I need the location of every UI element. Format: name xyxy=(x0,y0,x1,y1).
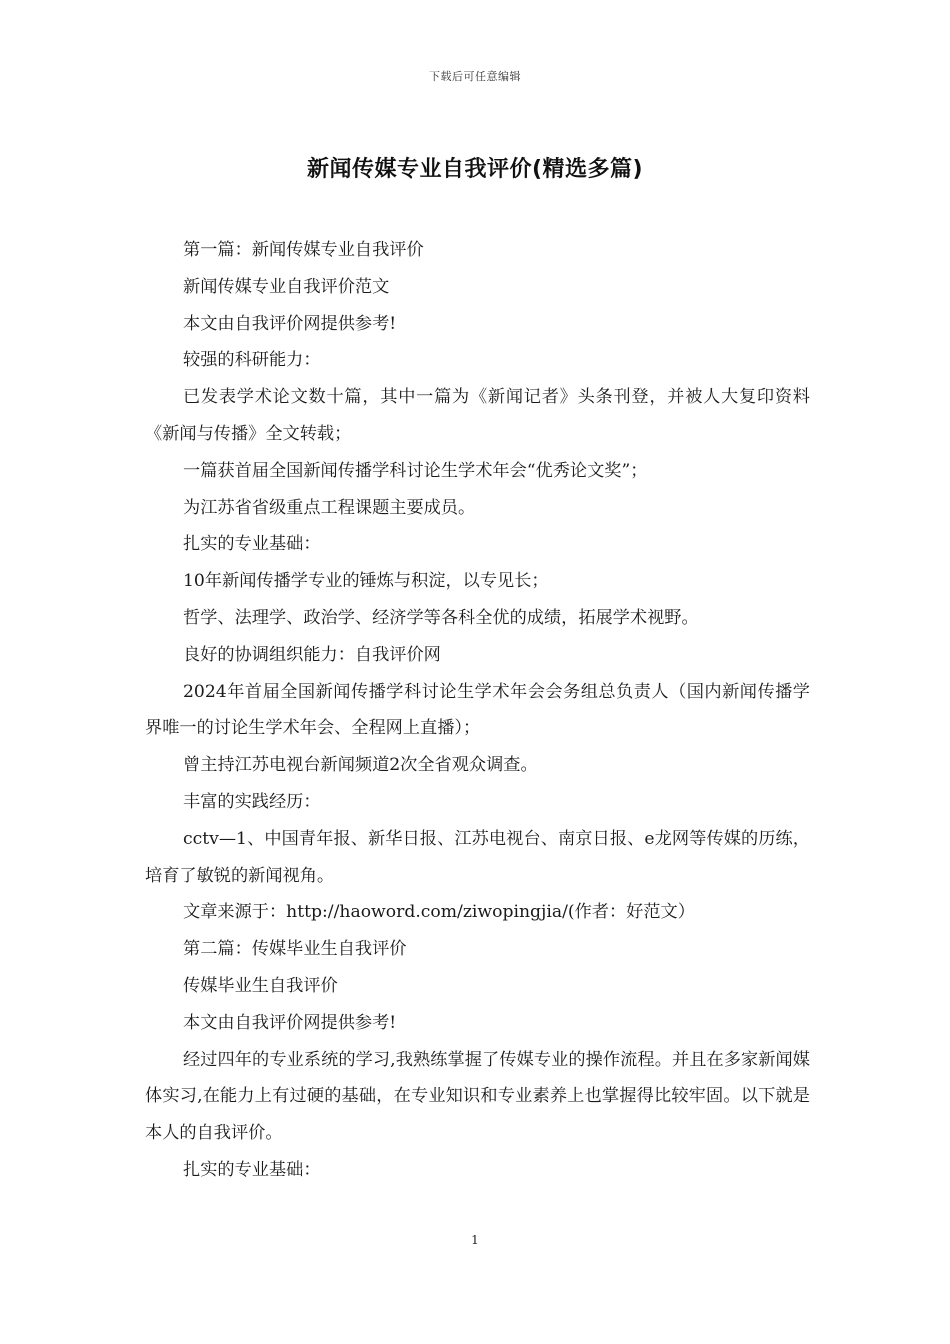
paragraph: 较强的科研能力： xyxy=(183,350,321,371)
document-title: 新闻传媒专业自我评价(精选多篇) xyxy=(306,157,644,182)
paragraph: 一篇获首届全国新闻传播学科讨论生学术年会“优秀论文奖”； xyxy=(183,460,648,481)
paragraph: 新闻传媒专业自我评价范文 xyxy=(183,276,390,297)
paragraph: 本文由自我评价网提供参考! xyxy=(183,313,397,334)
paragraph: 传媒毕业生自我评价 xyxy=(183,975,338,996)
paragraph: 第二篇：传媒毕业生自我评价 xyxy=(183,939,407,960)
paragraph: 已发表学术论文数十篇，其中一篇为《新闻记者》头条刊登，并被人大复印资料《新闻与传播》全文转载； xyxy=(145,387,810,444)
paragraph: 2024年首届全国新闻传播学科讨论生学术年会会务组总负责人（国内新闻传播学界唯一的讨论生学术年会、全程网上直播）； xyxy=(145,681,810,739)
paragraph: 文章来源于：http://haoword.com/ziwopingjia/(作者：好范文） xyxy=(183,902,695,923)
paragraph: 哲学、法理学、政治学、经济学等各科全优的成绩，拓展学术视野。 xyxy=(183,607,699,628)
paragraph: cctv—1、中国青年报、新华日报、江苏电视台、南京日报、e龙网等传媒的历练，培育了敏锐的新闻视角。 xyxy=(145,828,810,886)
paragraph: 良好的协调组织能力：自我评价网 xyxy=(183,644,441,665)
paragraph: 10年新闻传播学专业的锤炼与积淀，以专见长； xyxy=(183,571,549,592)
document-body xyxy=(145,232,810,1189)
paragraph: 第一篇：新闻传媒专业自我评价 xyxy=(183,240,424,260)
paragraph: 为江苏省省级重点工程课题主要成员。 xyxy=(183,497,476,518)
page-number: 1 xyxy=(471,1233,479,1247)
paragraph: 扎实的专业基础： xyxy=(183,1159,321,1180)
header-note: 下载后可任意编辑 xyxy=(429,70,521,83)
paragraph: 本文由自我评价网提供参考! xyxy=(183,1012,397,1033)
paragraph: 经过四年的专业系统的学习,我熟练掌握了传媒专业的操作流程。并且在多家新闻媒体实习,在能力上有过硬的基础，在专业知识和专业素养上也掌握得比较牢固。以下就是本人的自我评价。 xyxy=(145,1049,810,1144)
paragraph: 曾主持江苏电视台新闻频道2次全省观众调查。 xyxy=(183,755,538,776)
paragraph: 扎实的专业基础： xyxy=(183,534,321,555)
paragraph: 丰富的实践经历： xyxy=(183,791,321,812)
